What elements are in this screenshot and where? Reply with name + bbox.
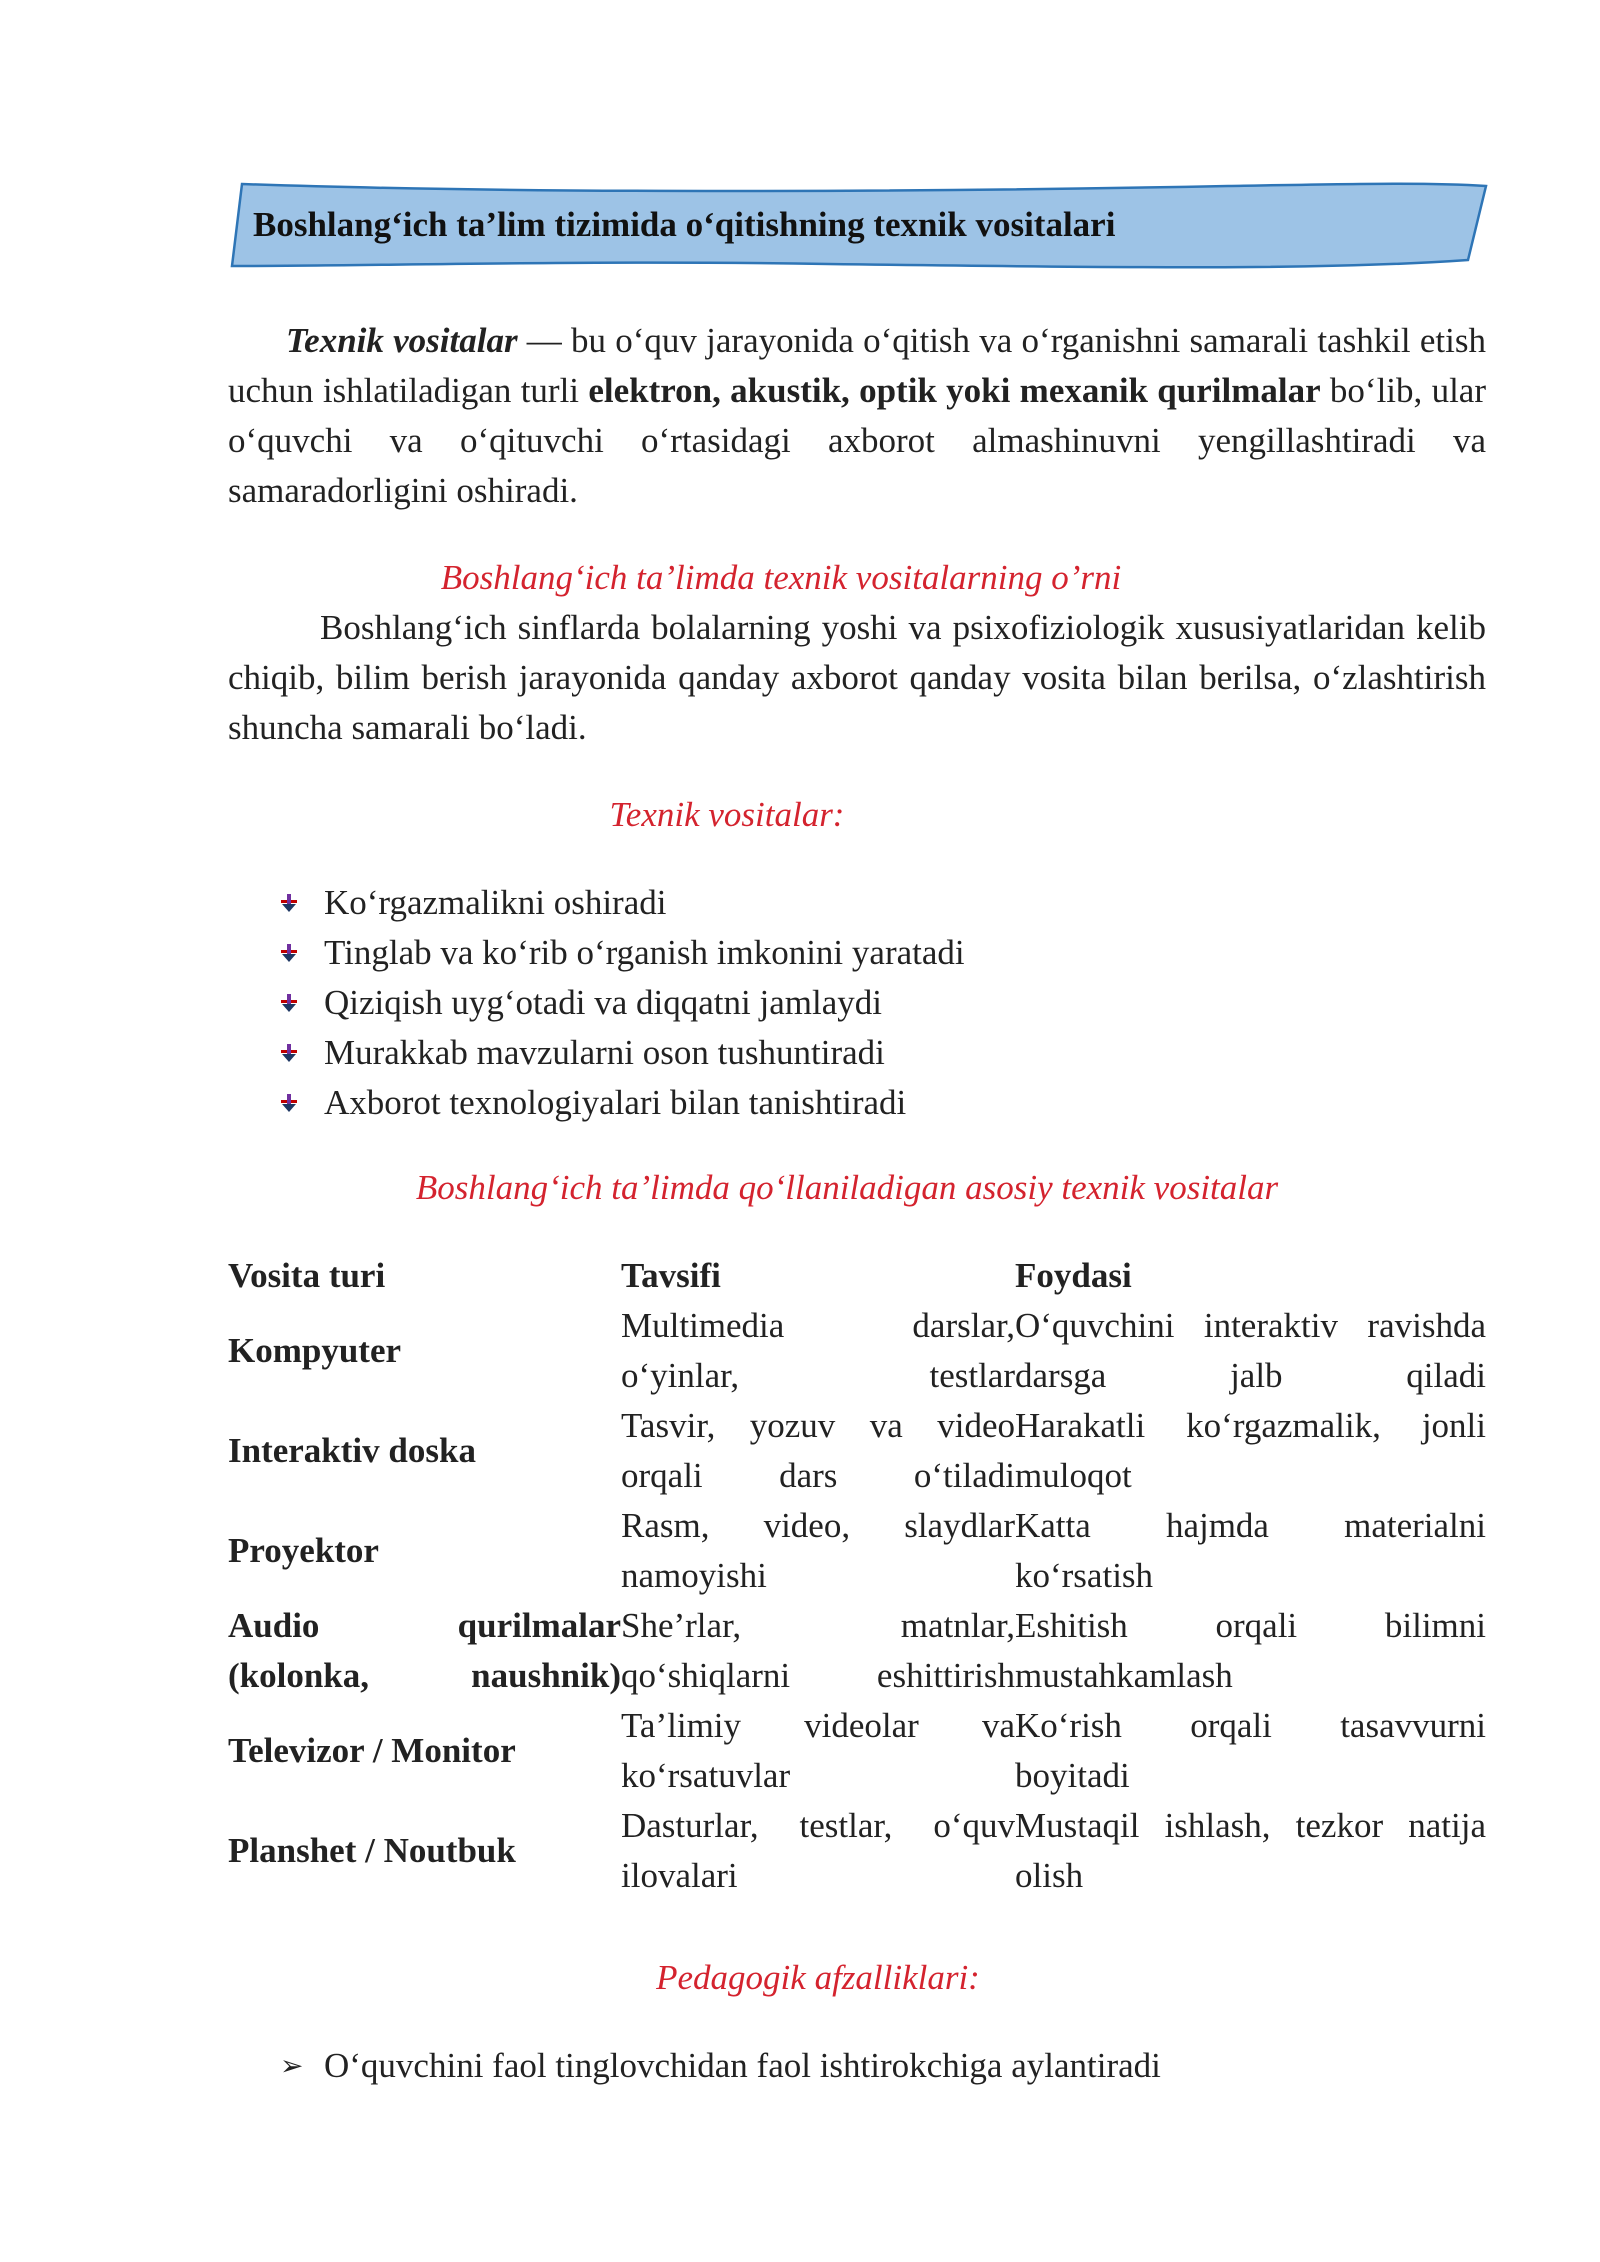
cell-benefit: Katta hajmda materialni ko‘rsatish xyxy=(1015,1506,1486,1595)
cell-type: Kompyuter xyxy=(228,1331,402,1370)
arrow-down-icon xyxy=(278,942,300,964)
table-header-row xyxy=(228,1251,1486,1301)
chevron-right-icon: ➢ xyxy=(280,2049,304,2082)
intro-bold-text: elektron, akustik, optik yoki mexanik qurilmalar xyxy=(588,371,1321,410)
main-tools-heading: Boshlang‘ich ta’limda qo‘llaniladigan asosiy texnik vositalar xyxy=(415,1168,1279,1207)
tools-heading: Texnik vositalar: xyxy=(609,795,845,834)
cell-type: Proyektor xyxy=(228,1531,379,1570)
title-banner xyxy=(228,182,1490,272)
cell-description: Ta’limiy videolar va ko‘rsatuvlar xyxy=(621,1706,1015,1795)
cell-benefit: Harakatli ko‘rgazmalik, jonli muloqot xyxy=(1015,1406,1486,1495)
advantages-section xyxy=(228,1953,1486,2091)
cell-description: She’rlar, matnlar, qo‘shiqlarni eshittirish xyxy=(621,1606,1015,1695)
table-row xyxy=(228,1801,1486,1901)
cell-type: Televizor / Monitor xyxy=(228,1731,516,1770)
role-heading: Boshlang‘ich ta’limda texnik vositalarning o’rni xyxy=(440,558,1122,597)
table-row xyxy=(228,1301,1486,1401)
cell-type: Planshet / Noutbuk xyxy=(228,1831,516,1870)
list-item: Murakkab mavzularni oson tushuntiradi xyxy=(228,1028,1486,1078)
tools-table xyxy=(228,1251,1486,1901)
advantages-heading: Pedagogik afzalliklari: xyxy=(656,1958,980,1997)
cell-benefit: O‘quvchini interaktiv ravishda darsga jalb qiladi xyxy=(1015,1306,1486,1395)
cell-description: Dasturlar, testlar, o‘quv ilovalari xyxy=(621,1806,1015,1895)
table-row xyxy=(228,1701,1486,1801)
list-item: Ko‘rgazmalikni oshiradi xyxy=(228,878,1486,928)
intro-section xyxy=(228,316,1486,516)
cell-benefit: Ko‘rish orqali tasavvurni boyitadi xyxy=(1015,1706,1486,1795)
arrow-down-icon xyxy=(278,1042,300,1064)
list-item: Tinglab va ko‘rib o‘rganish imkonini yaratadi xyxy=(228,928,1486,978)
intro-text-1: — bu o‘quv jarayonida o‘qitish va o‘rganishni samarali tashkil etish uchun ishlatiladigan turli xyxy=(228,321,1486,410)
arrow-down-icon xyxy=(278,1092,300,1114)
main-tools-section xyxy=(228,1163,1486,1901)
page-title: Boshlang‘ich ta’lim tizimida o‘qitishning texnik vositalari xyxy=(253,205,1116,244)
intro-text-2: bo‘lib, ular o‘quvchi va o‘qituvchi o‘rtasidagi axborot almashinuvni yengillashtiradi va samaradorligini oshiradi. xyxy=(228,371,1486,510)
list-item: Axborot texnologiyalari bilan tanishtiradi xyxy=(228,1078,1486,1128)
arrow-down-icon xyxy=(278,992,300,1014)
column-header-benefit: Foydasi xyxy=(1015,1256,1132,1295)
cell-type: Audio qurilmalar (kolonka, naushnik) xyxy=(228,1606,621,1695)
cell-benefit: Mustaqil ishlash, tezkor natija olish xyxy=(1015,1806,1486,1895)
column-header-description: Tavsifi xyxy=(621,1256,721,1295)
tools-benefits-section xyxy=(228,790,1486,1128)
cell-description: Rasm, video, slaydlar namoyishi xyxy=(621,1506,1015,1595)
table-row xyxy=(228,1501,1486,1601)
cell-description: Tasvir, yozuv va video orqali dars o‘tiladi xyxy=(621,1406,1015,1495)
arrow-down-icon xyxy=(278,892,300,914)
role-paragraph: Boshlang‘ich sinflarda bolalarning yoshi va psixofiziologik xususiyatlaridan kelib chiqib, bilim berish jarayonida qanday axborot qanday vosita bilan berilsa, o‘zlashtirish shuncha samarali bo‘ladi. xyxy=(228,608,1486,747)
intro-term: Texnik vositalar xyxy=(286,321,518,360)
list-item: Qiziqish uyg‘otadi va diqqatni jamlaydi xyxy=(228,978,1486,1028)
table-row xyxy=(228,1401,1486,1501)
cell-type: Interaktiv doska xyxy=(228,1431,476,1470)
list-item: ➢ O‘quvchini faol tinglovchidan faol ishtirokchiga aylantiradi xyxy=(228,2041,1486,2091)
cell-description: Multimedia darslar, o‘yinlar, testlar xyxy=(621,1306,1015,1395)
role-section xyxy=(228,553,1486,753)
column-header-type: Vosita turi xyxy=(228,1256,386,1295)
table-row xyxy=(228,1601,1486,1701)
tools-bullet-list xyxy=(228,878,1486,1128)
intro-paragraph xyxy=(228,316,1486,516)
cell-benefit: Eshitish orqali bilimni mustahkamlash xyxy=(1015,1606,1486,1695)
advantages-list xyxy=(228,2041,1486,2091)
